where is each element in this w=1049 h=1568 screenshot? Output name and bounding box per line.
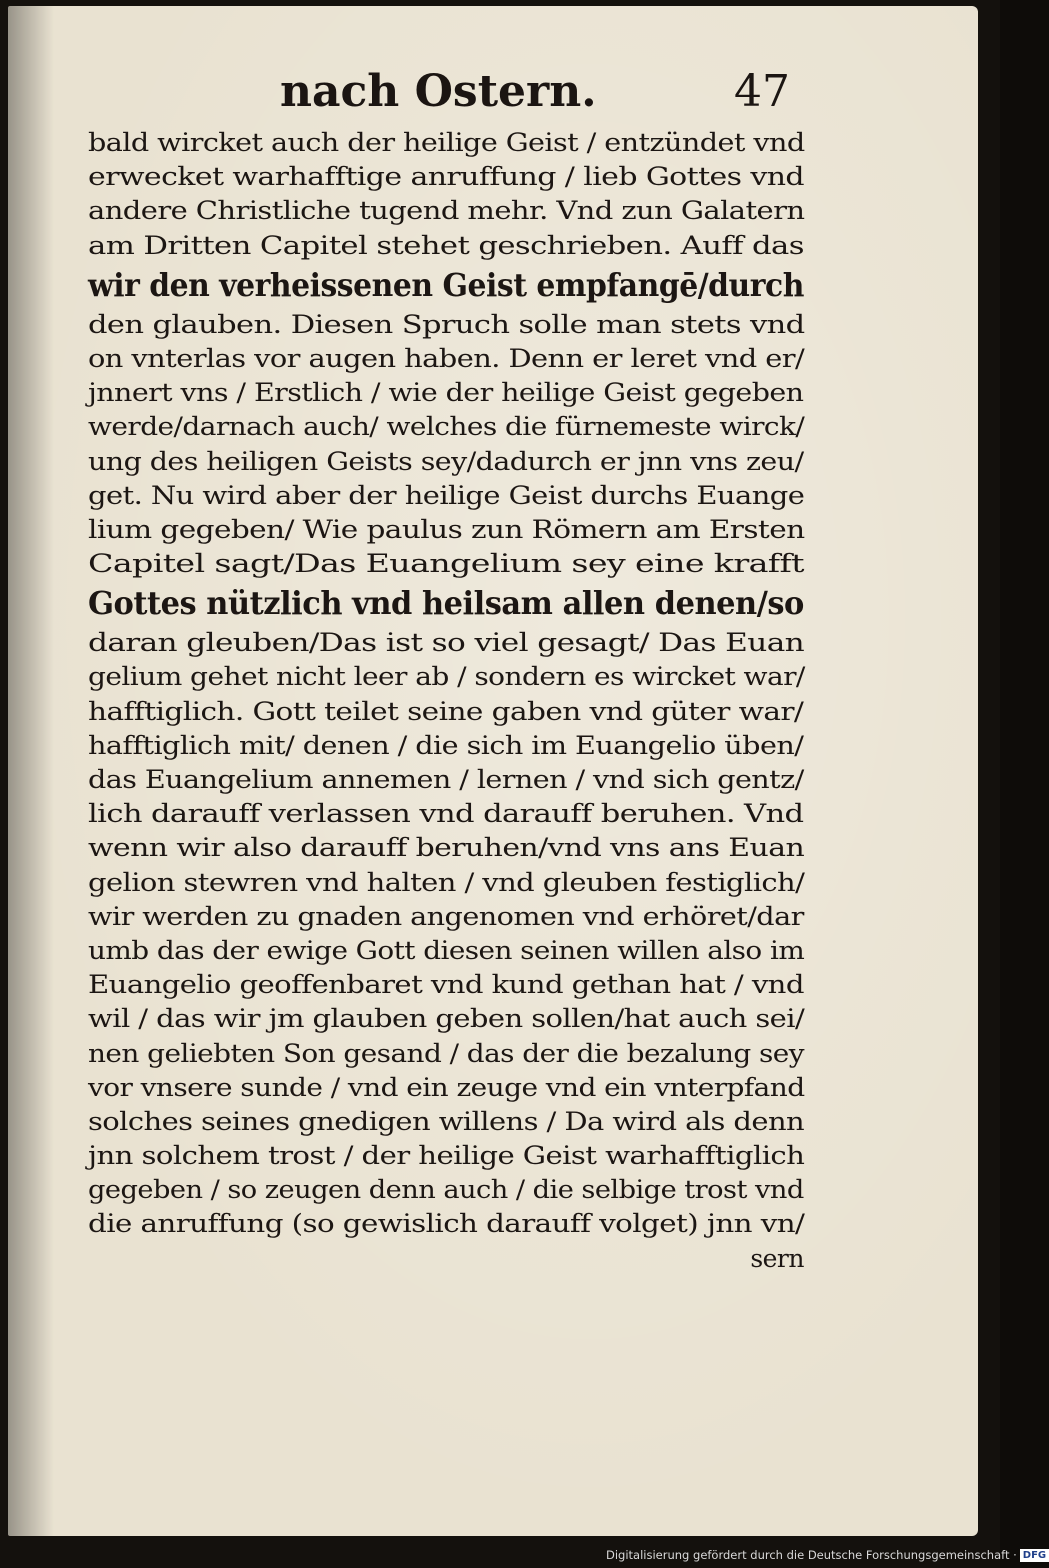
text-line: daran gleuben/Das ist so viel gesagt/ Das Euan (88, 628, 805, 658)
text-line: das Euangelium annemen / lernen / vnd sich gentz/ (88, 765, 804, 794)
body-text (88, 126, 804, 1276)
text-line: on vnterlas vor augen haben. Denn er leret vnd er/ (88, 343, 805, 373)
text-line: am Dritten Capitel stehet geschrieben. Auff das (88, 230, 804, 260)
text-line: bald wircket auch der heilige Geist / entzündet vnd (88, 128, 805, 157)
text-line: hafftiglich mit/ denen / die sich im Euangelio üben/ (88, 730, 804, 760)
credit-text: Digitalisierung gefördert durch die Deutsche Forschungsgemeinschaft · (606, 1548, 1017, 1562)
text-line: Capitel sagt/Das Euangelium sey eine krafft (88, 549, 804, 579)
text-line: gelium gehet nicht leer ab / sondern es wircket war/ (88, 662, 805, 692)
text-line: solches seines gnedigen willens / Da wird als denn (88, 1106, 805, 1136)
text-line: get. Nu wird aber der heilige Geist durchs Euange (88, 480, 805, 510)
text-line: umb das der ewige Gott diesen seinen willen also im (88, 935, 805, 965)
text-line: werde/darnach auch/ welches die fürnemeste wirck/ (88, 412, 805, 442)
text-line: wir den verheissenen Geist empfangē/durch (88, 265, 804, 304)
text-line: jnn solchem trost / der heilige Geist warhafftiglich (88, 1141, 805, 1171)
text-line: Euangelio geoffenbaret vnd kund gethan hat / vnd (88, 970, 804, 1000)
text-line: wenn wir also darauff beruhen/vnd vns ans Euan (88, 833, 805, 863)
text-line: nen geliebten Son gesand / das der die bezalung sey (88, 1038, 804, 1068)
running-title: nach Ostern. (280, 66, 597, 117)
text-line: vor vnsere sunde / vnd ein zeuge vnd ein vnterpfand (88, 1072, 805, 1102)
text-line: erwecket warhafftige anruffung / lieb Gottes vnd (88, 162, 805, 192)
text-line: andere Christliche tugend mehr. Vnd zun Galatern (88, 196, 805, 226)
text-line: gegeben / so zeugen denn auch / die selbige trost vnd (88, 1175, 804, 1205)
text-line: jnnert vns / Erstlich / wie der heilige Geist gegeben (88, 378, 804, 408)
text-line: lich darauff verlassen vnd darauff beruhen. Vnd (88, 799, 804, 829)
text-line: Gottes nützlich vnd heilsam allen denen/so (88, 584, 804, 623)
text-line: lium gegeben/ Wie paulus zun Römern am Ersten (88, 514, 805, 544)
text-line: gelion stewren vnd halten / vnd gleuben festiglich/ (88, 867, 805, 897)
catchword: sern (750, 1243, 804, 1273)
text-line: den glauben. Diesen Spruch solle man stets vnd (88, 309, 805, 339)
digitization-credit (606, 1546, 1047, 1564)
text-line: ung des heiligen Geists sey/dadurch er jnn vns zeu/ (88, 446, 804, 476)
text-line: wir werden zu gnaden angenomen vnd erhöret/dar (88, 901, 804, 931)
dfg-logo: DFG (1020, 1549, 1049, 1562)
running-head (280, 60, 790, 124)
page-number: 47 (734, 66, 790, 117)
text-line: die anruffung (so gewislich darauff volget) jnn vn/ (88, 1209, 805, 1239)
text-line: hafftiglich. Gott teilet seine gaben vnd güter war/ (88, 696, 804, 726)
text-line: wil / das wir jm glauben geben sollen/hat auch sei/ (88, 1004, 805, 1034)
